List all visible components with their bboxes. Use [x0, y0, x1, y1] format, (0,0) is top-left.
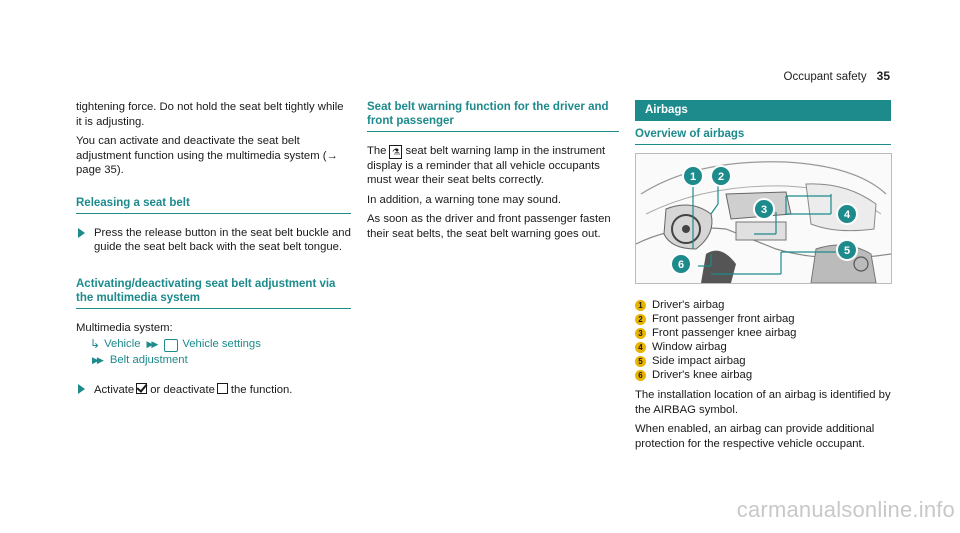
function-word: the function.	[230, 384, 293, 396]
multimedia-label: Multimedia system:	[76, 321, 173, 334]
number-badge: 3	[635, 328, 646, 339]
legend-item	[635, 368, 891, 382]
legend-item	[635, 326, 891, 340]
airbag-para-2: When enabled, an airbag can provide additional protection for the respective vehicle occupant.	[635, 423, 875, 450]
release-step-text: Press the release button in the seat belt buckle and guide the seat belt back with the seat belt tongue.	[94, 226, 351, 253]
menu-vehicle-settings[interactable]: Vehicle settings	[182, 337, 261, 350]
legend-item	[635, 340, 891, 354]
step-arrow-icon	[78, 226, 94, 255]
seatbelt-para-2: In addition, a warning tone may sound.	[367, 193, 562, 206]
unchecked-box-icon[interactable]	[217, 383, 228, 394]
deactivate-word: or deactivate	[150, 384, 215, 396]
menu-path	[90, 336, 351, 368]
callout-badges	[636, 154, 891, 283]
callout-3	[754, 199, 774, 219]
callout-4	[837, 204, 857, 224]
callout-6	[671, 254, 691, 274]
svg-text:5: 5	[843, 245, 851, 257]
legend-item	[635, 312, 891, 326]
section-title: Occupant safety	[783, 71, 867, 83]
intro-paragraph-2	[76, 134, 351, 178]
legend-label: Front passenger knee airbag	[652, 326, 797, 339]
legend-item	[635, 354, 891, 368]
legend-label: Front passenger front airbag	[652, 312, 795, 325]
legend-label: Side impact airbag	[652, 354, 746, 367]
watermark-link[interactable]: carmanualsonline.info	[736, 497, 955, 522]
column-1	[76, 100, 351, 399]
seatbelt-warning-icon: ⚗	[389, 145, 402, 159]
page-number: 35	[876, 69, 890, 83]
adjust-heading: Activating/deactivating seat belt adjustment via the multimedia system	[76, 277, 351, 309]
activate-word: Activate	[94, 384, 135, 396]
seatbelt-para-3: As soon as the driver and front passenger fasten their seat belts, the seat belt warning goes out.	[367, 213, 611, 240]
release-step	[76, 226, 351, 255]
column-2	[367, 100, 619, 246]
number-badge: 1	[635, 300, 646, 311]
para1-rest: seat belt warning lamp in the instrument display is a reminder that all vehicle occupants must wear their seat belts correctly.	[367, 145, 606, 186]
callout-5	[837, 240, 857, 260]
svg-text:1: 1	[689, 171, 697, 183]
airbag-para-1: The installation location of an airbag is identified by the AIRBAG symbol.	[635, 389, 891, 416]
airbags-title-bar: Airbags	[635, 100, 891, 121]
column-3	[635, 100, 891, 456]
double-chevron-icon: ▶▶	[92, 354, 102, 365]
seatbelt-warning-heading: Seat belt warning function for the driver and front passenger	[367, 100, 619, 132]
menu-vehicle[interactable]: Vehicle	[104, 337, 141, 350]
seatbelt-para-1	[367, 144, 619, 188]
callout-2	[711, 166, 731, 186]
svg-text:6: 6	[677, 259, 685, 271]
activate-step	[76, 382, 351, 399]
svg-text:4: 4	[843, 209, 851, 221]
release-heading: Releasing a seat belt	[76, 196, 351, 214]
number-badge: 4	[635, 342, 646, 353]
svg-text:2: 2	[717, 171, 725, 183]
number-badge: 6	[635, 370, 646, 381]
airbag-overview-figure	[635, 153, 892, 284]
activate-step-text	[94, 382, 351, 399]
double-chevron-icon: ▶▶	[146, 338, 157, 349]
menu-belt-adjustment[interactable]: Belt adjustment	[109, 353, 188, 366]
intro-paragraph-1: tightening force. Do not hold the seat belt tightly while it is adjusting.	[76, 101, 344, 128]
legend-label: Driver's knee airbag	[652, 368, 753, 381]
return-arrow-icon: ↳	[90, 336, 101, 351]
checked-box-icon[interactable]	[136, 383, 147, 394]
legend-label: Window airbag	[652, 340, 727, 353]
number-badge: 2	[635, 314, 646, 325]
overview-heading: Overview of airbags	[635, 127, 891, 145]
callout-1	[683, 166, 703, 186]
intro-paragraph-2-text: You can activate and deactivate the seat belt adjustment function using the multimedia system (→ page 35).	[76, 135, 338, 176]
page-header	[784, 69, 890, 83]
number-badge: 5	[635, 356, 646, 367]
para1-start: The	[367, 145, 387, 157]
legend-item	[635, 298, 891, 312]
step-arrow-icon	[78, 382, 94, 399]
airbag-legend	[635, 298, 891, 382]
car-icon	[164, 339, 178, 352]
svg-text:3: 3	[760, 204, 768, 216]
legend-label: Driver's airbag	[652, 298, 725, 311]
